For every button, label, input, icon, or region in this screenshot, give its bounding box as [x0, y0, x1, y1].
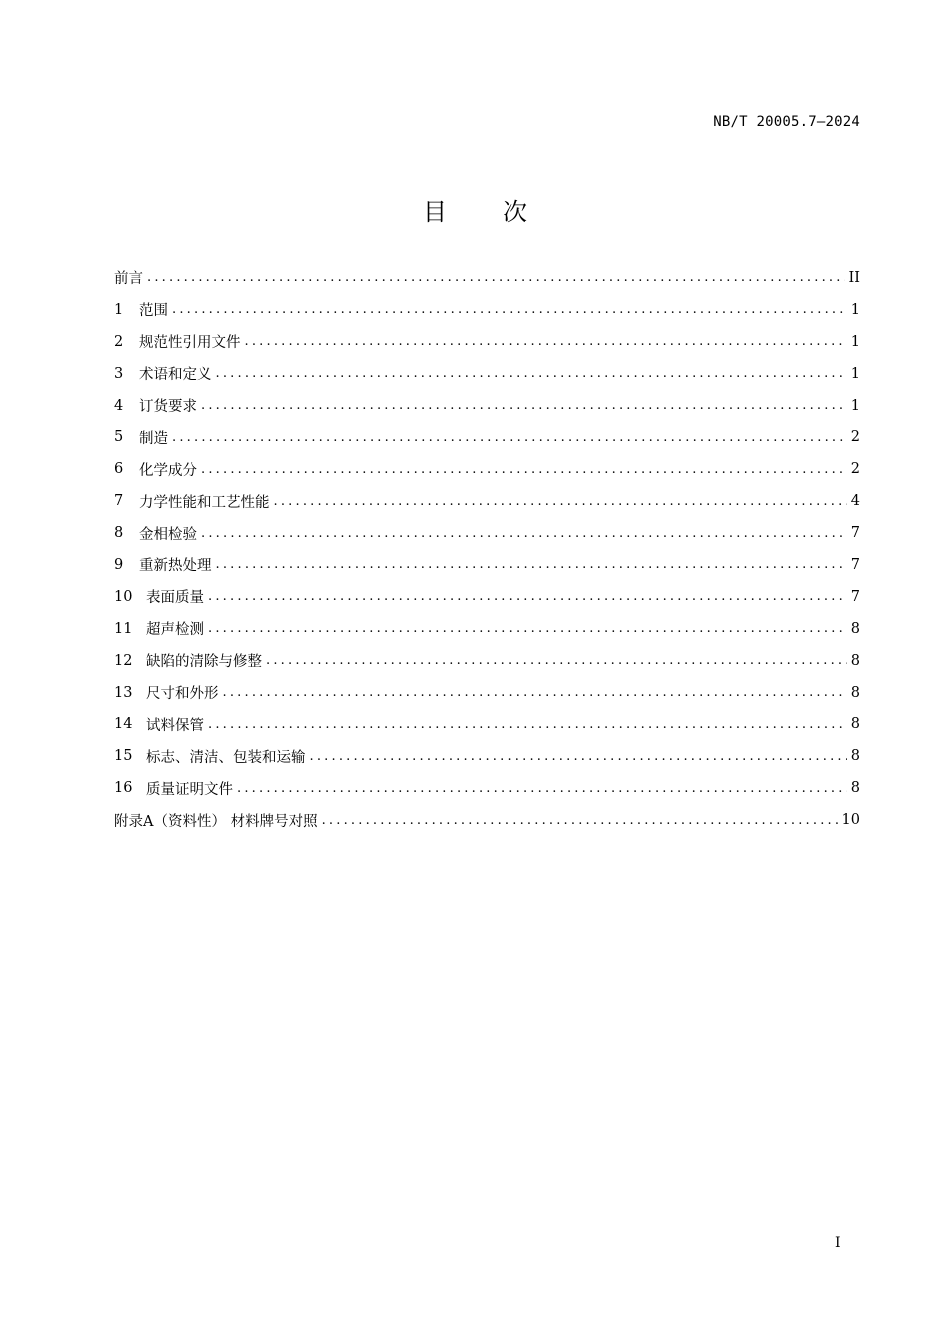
toc-entry-label: 金相检验	[139, 526, 197, 543]
toc-title: 目次	[423, 198, 583, 226]
toc-leader-dots	[322, 813, 838, 828]
toc-entry-page: 8	[850, 652, 860, 669]
toc-leader-dots	[208, 589, 847, 604]
toc-entry-number: 5	[114, 429, 124, 446]
toc-entry[interactable]	[114, 485, 860, 517]
toc-entry[interactable]	[114, 581, 860, 613]
toc-leader-dots	[147, 270, 845, 285]
toc-entry-page: 1	[850, 397, 860, 414]
toc-leader-dots	[223, 685, 847, 700]
toc-entry-number: 16	[114, 780, 133, 797]
toc-entry-number: 1	[114, 301, 124, 318]
toc-entry-number: 3	[114, 365, 124, 382]
toc-entry-label: 力学性能和工艺性能	[139, 494, 270, 511]
toc-entry-number: 8	[114, 525, 124, 542]
toc-leader-dots	[216, 366, 847, 381]
toc-entry-label: 超声检测	[146, 622, 204, 639]
toc-entry-page: 7	[850, 588, 860, 605]
toc-entry-number: 13	[114, 684, 133, 701]
toc-entry[interactable]	[114, 262, 860, 294]
toc-entry-number: 9	[114, 556, 124, 573]
toc-entry-label: 表面质量	[146, 590, 204, 607]
toc-leader-dots	[245, 334, 847, 349]
toc-entry-page: 2	[850, 461, 860, 478]
toc-leader-dots	[208, 717, 847, 732]
toc-entry-page: 2	[850, 429, 860, 446]
toc-leader-dots	[216, 557, 847, 572]
toc-entry-label: 缺陷的清除与修整	[146, 654, 262, 671]
toc-entry-number: 4	[114, 397, 124, 414]
toc-entry[interactable]	[114, 294, 860, 326]
toc-leader-dots	[237, 781, 847, 796]
toc-entry[interactable]	[114, 390, 860, 422]
toc-entry[interactable]	[114, 549, 860, 581]
toc-entry-label: 质量证明文件	[146, 781, 233, 798]
toc-entry[interactable]	[114, 645, 860, 677]
toc-entry-label: 规范性引用文件	[139, 335, 241, 352]
toc-entry[interactable]	[114, 772, 860, 804]
toc-entry[interactable]	[114, 326, 860, 358]
toc-leader-dots	[201, 462, 847, 477]
toc-entry-label: 附录A（资料性） 材料牌号对照	[114, 813, 318, 830]
toc-entry[interactable]	[114, 708, 860, 740]
toc-entry-number: 14	[114, 716, 133, 733]
toc-entry-number: 2	[114, 333, 124, 350]
toc-leader-dots	[274, 494, 847, 509]
standard-number: NB/T 20005.7—2024	[713, 114, 860, 130]
toc-entry[interactable]	[114, 677, 860, 709]
toc-leader-dots	[310, 749, 847, 764]
toc-list	[114, 262, 860, 836]
toc-entry-label: 术语和定义	[139, 367, 212, 384]
toc-entry-page: 1	[850, 365, 860, 382]
toc-entry[interactable]	[114, 804, 860, 836]
toc-entry[interactable]	[114, 517, 860, 549]
toc-leader-dots	[266, 653, 847, 668]
toc-entry-label: 订货要求	[139, 399, 197, 415]
toc-entry-page: 8	[850, 780, 860, 797]
toc-entry-page: 8	[850, 716, 860, 733]
toc-leader-dots	[201, 398, 847, 413]
toc-entry-page: 4	[850, 493, 860, 510]
toc-entry[interactable]	[114, 740, 860, 772]
toc-entry-label: 制造	[139, 430, 168, 447]
toc-entry[interactable]	[114, 453, 860, 485]
toc-entry[interactable]	[114, 358, 860, 390]
toc-leader-dots	[172, 302, 847, 317]
toc-entry-number: 11	[114, 620, 133, 637]
toc-entry-number: 10	[114, 588, 133, 605]
toc-entry-label: 试料保管	[146, 717, 204, 734]
toc-entry-label: 化学成分	[139, 462, 197, 479]
toc-entry-number: 12	[114, 652, 133, 669]
toc-entry-page: 7	[850, 556, 860, 573]
toc-entry-label: 重新热处理	[139, 558, 212, 575]
toc-leader-dots	[172, 430, 847, 445]
toc-entry-label: 范围	[139, 303, 168, 320]
toc-entry-page: II	[848, 269, 860, 286]
toc-entry-page: 8	[850, 748, 860, 765]
toc-entry[interactable]	[114, 421, 860, 453]
toc-entry-page: 8	[850, 620, 860, 637]
toc-entry-page: 7	[850, 525, 860, 542]
toc-entry-number: 15	[114, 748, 133, 765]
page-number: I	[835, 1235, 841, 1251]
toc-entry-label: 标志、清洁、包装和运输	[146, 749, 306, 766]
toc-entry-page: 10	[841, 812, 860, 829]
toc-entry-number: 6	[114, 461, 124, 478]
toc-leader-dots	[208, 621, 847, 636]
toc-entry[interactable]	[114, 613, 860, 645]
toc-entry-page: 1	[850, 333, 860, 350]
toc-entry-label: 尺寸和外形	[146, 686, 219, 703]
toc-leader-dots	[201, 526, 847, 541]
toc-entry-label: 前言	[114, 271, 143, 288]
toc-entry-number: 7	[114, 493, 124, 510]
toc-entry-page: 8	[850, 684, 860, 701]
toc-entry-page: 1	[850, 301, 860, 318]
